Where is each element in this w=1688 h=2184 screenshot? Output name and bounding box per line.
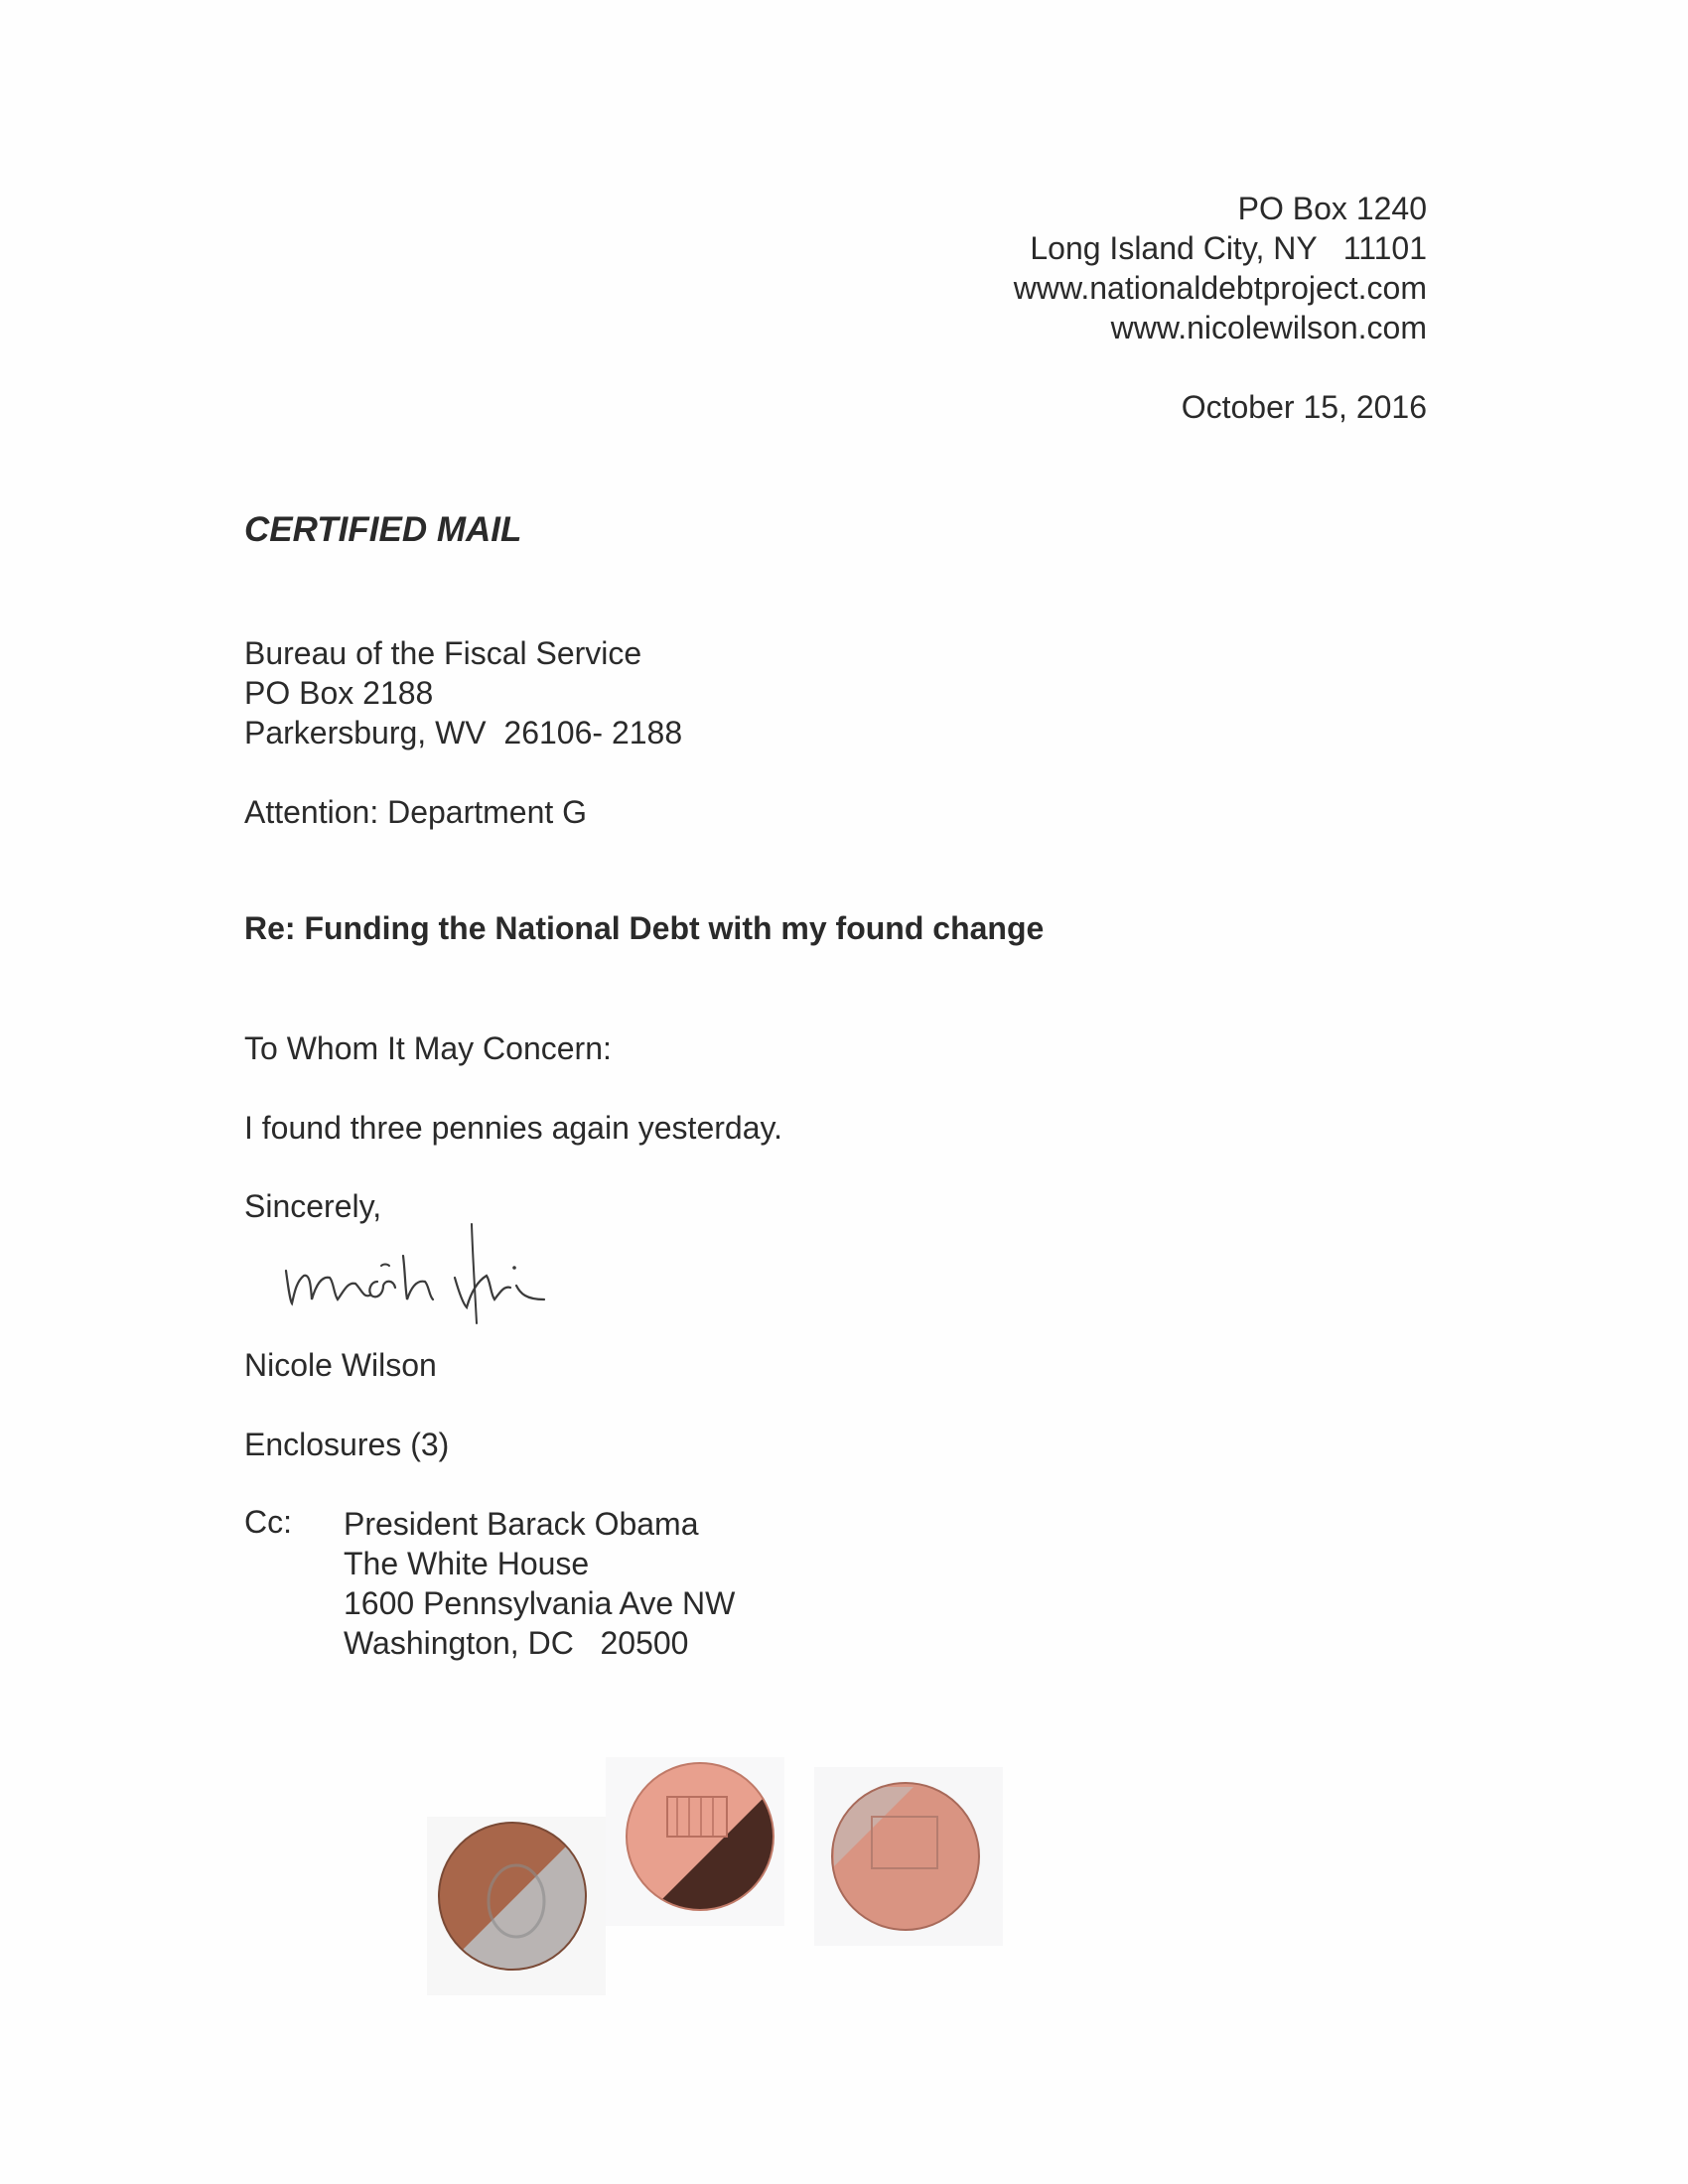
signer-name: Nicole Wilson (244, 1347, 437, 1383)
sender-line: Long Island City, NY 11101 (1030, 230, 1427, 266)
cc-label: Cc: (244, 1504, 292, 1540)
letter-date: October 15, 2016 (1181, 389, 1427, 425)
cc-line: The White House (344, 1546, 590, 1581)
cc-address (344, 1504, 735, 1663)
cc-line: 1600 Pennsylvania Ave NW (344, 1585, 736, 1621)
sender-address (1014, 189, 1427, 347)
enclosures-note: Enclosures (3) (244, 1427, 450, 1462)
certified-mail-heading: CERTIFIED MAIL (244, 510, 522, 549)
closing: Sincerely, (244, 1188, 382, 1224)
salutation: To Whom It May Concern: (244, 1030, 612, 1066)
cc-line: Washington, DC 20500 (344, 1625, 689, 1661)
sender-line: PO Box 1240 (1237, 191, 1427, 226)
recipient-line: Parkersburg, WV 26106- 2188 (244, 715, 683, 751)
letter-body: I found three pennies again yesterday. (244, 1110, 782, 1146)
recipient-line: Bureau of the Fiscal Service (244, 635, 642, 671)
subject-line: Re: Funding the National Debt with my found change (244, 910, 1045, 946)
attention-line: Attention: Department G (244, 794, 588, 830)
recipient-line: PO Box 2188 (244, 675, 434, 711)
cc-line: President Barack Obama (344, 1506, 699, 1542)
sender-website-link[interactable]: www.nationaldebtproject.com (1013, 270, 1427, 306)
recipient-address (244, 633, 682, 752)
sender-website-link[interactable]: www.nicolewilson.com (1110, 310, 1427, 345)
penny-3 (832, 1783, 979, 1930)
handwritten-signature (278, 1216, 616, 1325)
enclosed-pennies (397, 1757, 1033, 2015)
